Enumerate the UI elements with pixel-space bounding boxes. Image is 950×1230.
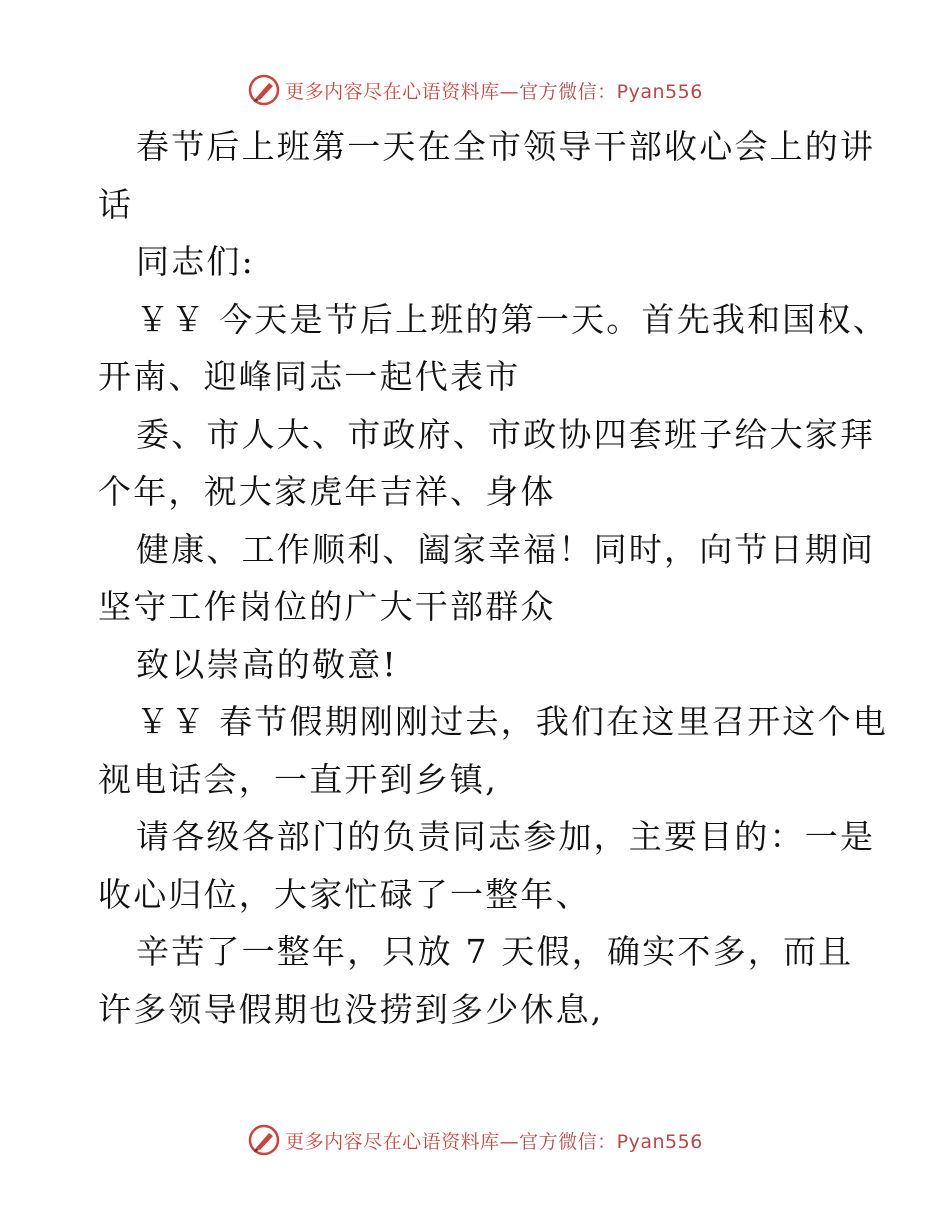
pen-logo-icon — [247, 1123, 281, 1157]
watermark-text: 更多内容尽在心语资料库—官方微信：Pyan556 — [285, 1130, 703, 1153]
text-line: 许多领导假期也没捞到多少休息, — [98, 989, 604, 1029]
watermark-wechat: 官方微信：Pyan556 — [519, 1130, 703, 1153]
text-line: ￥￥ 春节假期刚刚过去，我们在这里召开这个电 — [136, 702, 888, 741]
text-line: 健康、工作顺利、阖家幸福！同时，向节日期间 — [136, 529, 876, 569]
header-watermark — [0, 70, 950, 110]
watermark-wechat: 官方微信：Pyan556 — [519, 80, 703, 103]
text-line: 视电话会，一直开到乡镇, — [98, 759, 498, 799]
text-line: ￥￥ 今天是节后上班的第一天。首先我和国权、 — [136, 299, 888, 339]
text-line: 同志们: — [136, 242, 255, 281]
text-line: 开南、迎峰同志一起代表市 — [98, 357, 521, 396]
text-line: 致以崇高的敬意! — [136, 644, 398, 684]
text-line: 坚守工作岗位的广大干部群众 — [98, 587, 556, 626]
text-line: 个年，祝大家虎年吉祥、身体 — [98, 472, 556, 511]
document-body — [98, 118, 888, 1038]
watermark-text: 更多内容尽在心语资料库—官方微信：Pyan556 — [285, 80, 703, 103]
text-line: 辛苦了一整年，只放 7 天假，确实不多，而且 — [136, 932, 854, 971]
text-line: 请各级各部门的负责同志参加，主要目的：一是 — [136, 817, 876, 856]
pen-logo-icon — [247, 73, 281, 107]
text-line: 春节后上班第一天在全市领导干部收心会上的讲 — [136, 127, 876, 166]
footer-watermark — [0, 1120, 950, 1160]
text-line: 委、市人大、市政府、市政协四套班子给大家拜 — [136, 414, 876, 454]
text-line: 话 — [98, 184, 134, 224]
text-line: 收心归位，大家忙碌了一整年、 — [98, 874, 591, 914]
